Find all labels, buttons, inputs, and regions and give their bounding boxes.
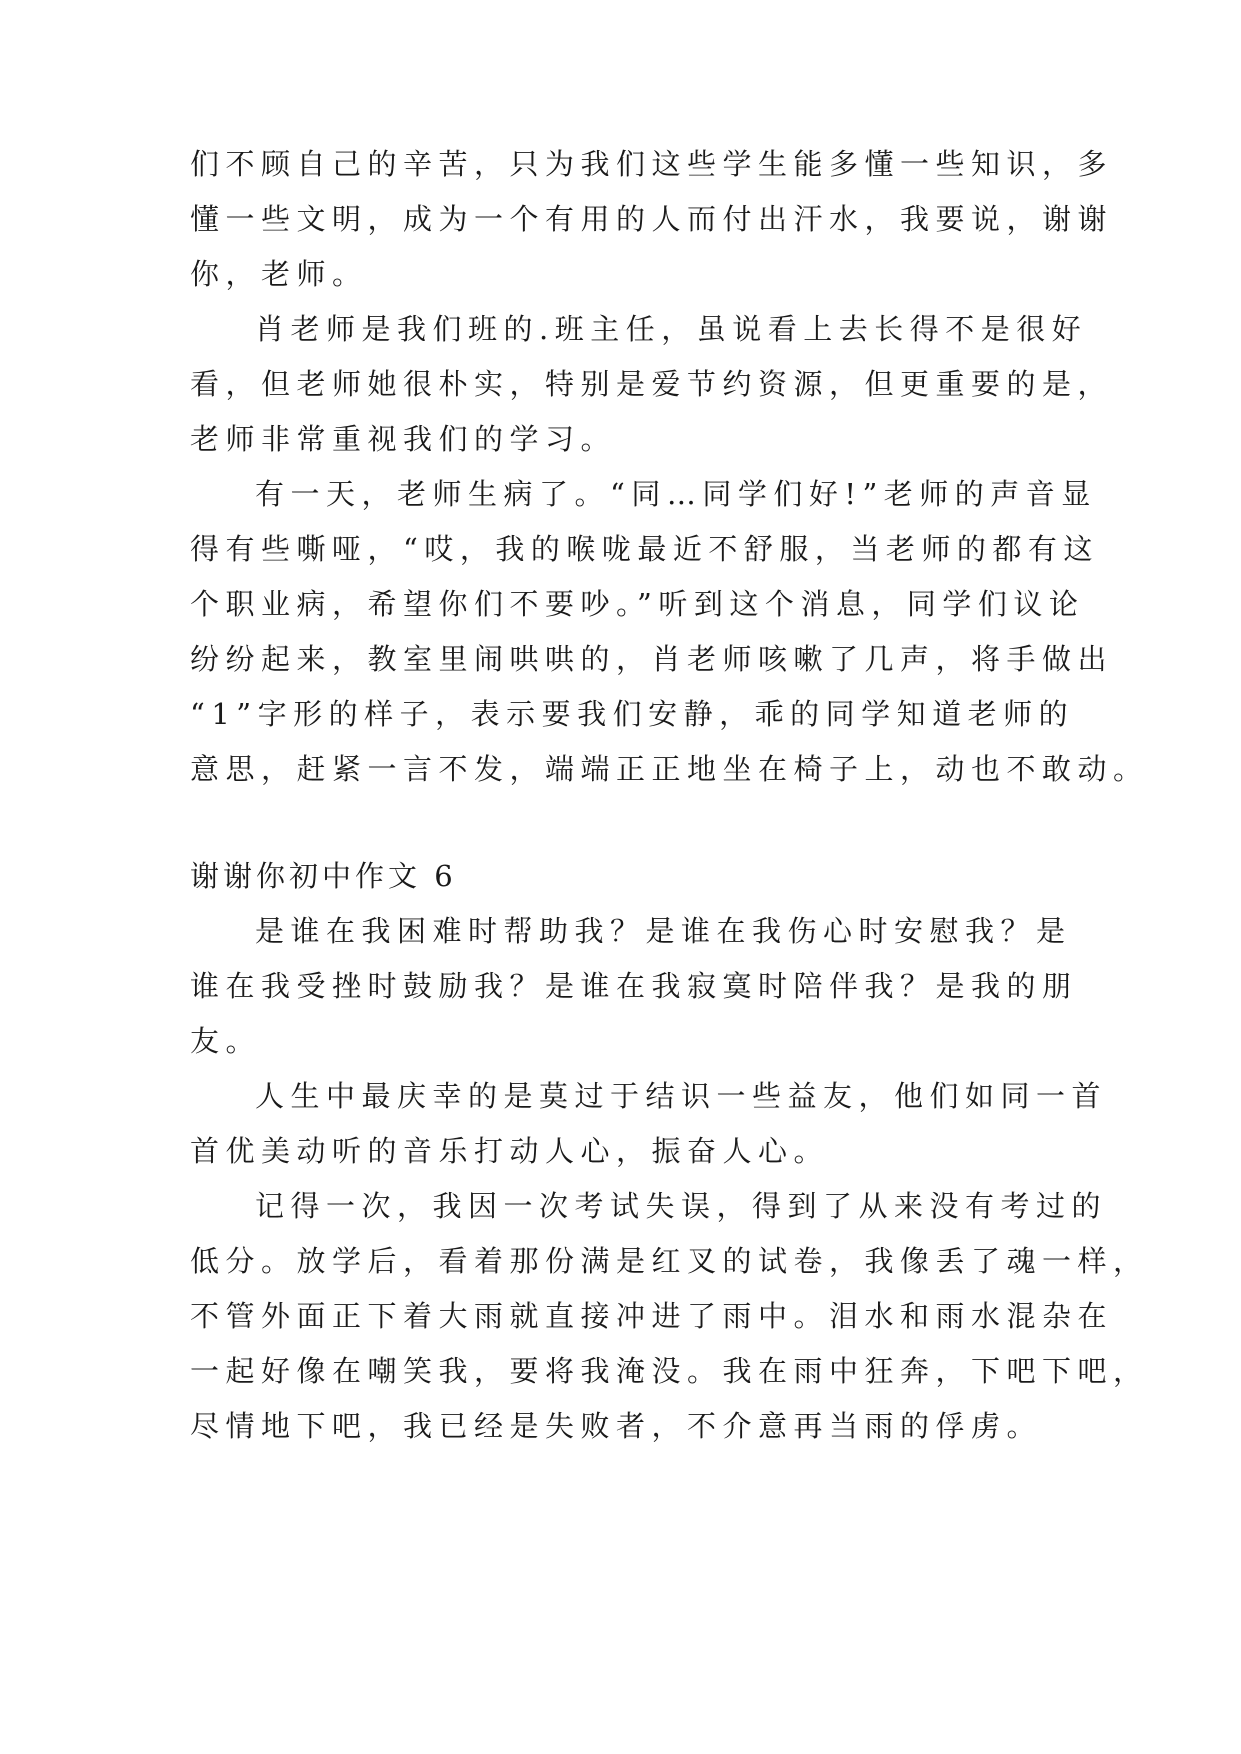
paragraph-line: 老师非常重视我们的学习。: [190, 422, 617, 456]
paragraph-line: 懂一些文明，成为一个有用的人而付出汗水，我要说，谢谢: [190, 202, 1114, 236]
paragraph-line: 是谁在我困难时帮助我？是谁在我伤心时安慰我？是: [255, 914, 1072, 948]
paragraph-line: 低分。放学后，看着那份满是红叉的试卷，我像丢了魂一样，: [190, 1244, 1149, 1278]
paragraph-line: 有一天，老师生病了。“同…同学们好!”老师的声音显: [255, 477, 1097, 511]
paragraph-line: 得有些嘶哑，“哎，我的喉咙最近不舒服，当老师的都有这: [190, 532, 1099, 566]
paragraph-line: 一起好像在嘲笑我，要将我淹没。我在雨中狂奔，下吧下吧，: [190, 1354, 1149, 1388]
paragraph-line: 看，但老师她很朴实，特别是爱节约资源，但更重要的是，: [190, 367, 1114, 401]
section-heading: 谢谢你初中作文 6: [190, 859, 457, 893]
paragraph-line: 纷纷起来，教室里闹哄哄的，肖老师咳嗽了几声，将手做出: [190, 642, 1114, 676]
paragraph-line: 们不顾自己的辛苦，只为我们这些学生能多懂一些知识，多: [190, 147, 1114, 181]
paragraph-line: 不管外面正下着大雨就直接冲进了雨中。泪水和雨水混杂在: [190, 1299, 1114, 1333]
paragraph-line: 意思，赶紧一言不发，端端正正地坐在椅子上，动也不敢动。: [190, 752, 1149, 786]
paragraph-line: 人生中最庆幸的是莫过于结识一些益友，他们如同一首: [255, 1079, 1108, 1113]
paragraph-line: 个职业病，希望你们不要吵。”听到这个消息，同学们议论: [190, 587, 1085, 621]
paragraph-line: 尽情地下吧，我已经是失败者，不介意再当雨的俘虏。: [190, 1409, 1043, 1443]
paragraph-line: 谁在我受挫时鼓励我？是谁在我寂寞时陪伴我？是我的朋: [190, 969, 1078, 1003]
paragraph-line: 首优美动听的音乐打动人心，振奋人心。: [190, 1134, 830, 1168]
paragraph-line: 肖老师是我们班的.班主任，虽说看上去长得不是很好: [255, 312, 1088, 346]
paragraph-line: “1”字形的样子，表示要我们安静，乖的同学知道老师的: [190, 697, 1075, 731]
paragraph-line: 你，老师。: [190, 257, 368, 291]
paragraph-line: 记得一次，我因一次考试失误，得到了从来没有考过的: [255, 1189, 1108, 1223]
paragraph-line: 友。: [190, 1024, 262, 1058]
